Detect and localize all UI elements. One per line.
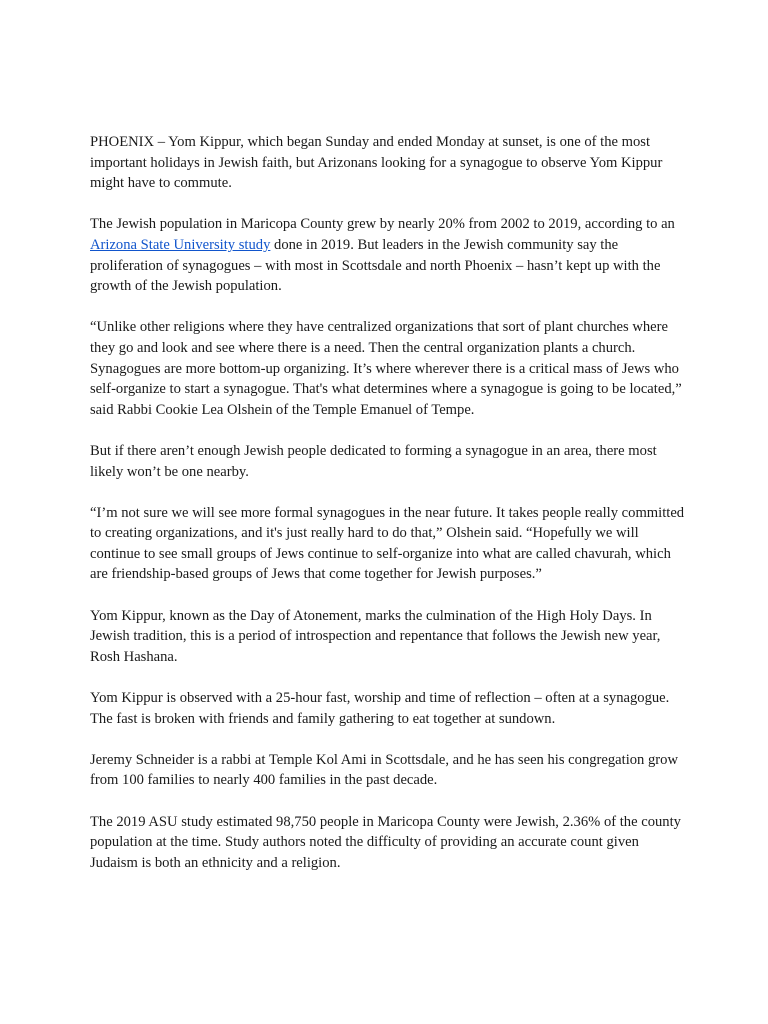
asu-study-link[interactable]: Arizona State University study xyxy=(90,236,271,253)
paragraph-population-text-after: done in 2019. But leaders in the Jewish community say the proliferation of synagogues – with most in Scottsdale and north Phoenix – hasn’t kept up with the growth of the Jewish population. xyxy=(90,236,661,295)
paragraph-nearby: But if there aren’t enough Jewish people dedicated to forming a synagogue in an area, there most likely won’t be one nearby. xyxy=(90,442,657,480)
article-body xyxy=(90,132,690,894)
paragraph-asu-estimate: The 2019 ASU study estimated 98,750 people in Maricopa County were Jewish, 2.36% of the county population at the time. Study authors noted the difficulty of providing an accurate count given Judaism is both an ethnicity and a religion. xyxy=(90,813,681,871)
paragraph-fast: Yom Kippur is observed with a 25-hour fast, worship and time of reflection – often at a synagogue. The fast is broken with friends and family gathering to eat together at sundown. xyxy=(90,690,670,727)
paragraph-chavurah-quote: “I’m not sure we will see more formal synagogues in the near future. It takes people really committed to creating organizations, and it's just really hard to do that,” Olshein said. “Hopefully we will continue to see small groups of Jews continue to self-organize into what are called chavurah, which are friendship-based groups of Jews that come together for Jewish purposes.” xyxy=(90,504,685,583)
paragraph-olshein-quote: “Unlike other religions where they have centralized organizations that sort of plant churches where they go and look and see where there is a need. Then the central organization plants a church. Synagogues are more bottom-up organizing. It’s where wherever there is a critical mass of Jews who self-organize to start a synagogue. That's what determines where a synagogue is going to be located,” said Rabbi Cookie Lea Olshein of the Temple Emanuel of Tempe. xyxy=(90,319,682,418)
paragraph-population-text-before: The Jewish population in Maricopa County grew by nearly 20% from 2002 to 2019, according to an xyxy=(90,216,675,233)
paragraph-intro: PHOENIX – Yom Kippur, which began Sunday and ended Monday at sunset, is one of the most important holidays in Jewish faith, but Arizonans looking for a synagogue to observe Yom Kippur might have to commute. xyxy=(90,134,663,192)
paragraph-day-of-atonement: Yom Kippur, known as the Day of Atonement, marks the culmination of the High Holy Days. In Jewish tradition, this is a period of introspection and repentance that follows the Jewish new year, Rosh Hashana. xyxy=(90,607,661,665)
paragraph-schneider: Jeremy Schneider is a rabbi at Temple Kol Ami in Scottsdale, and he has seen his congregation grow from 100 families to nearly 400 families in the past decade. xyxy=(90,751,678,789)
paragraph-population xyxy=(90,214,690,296)
